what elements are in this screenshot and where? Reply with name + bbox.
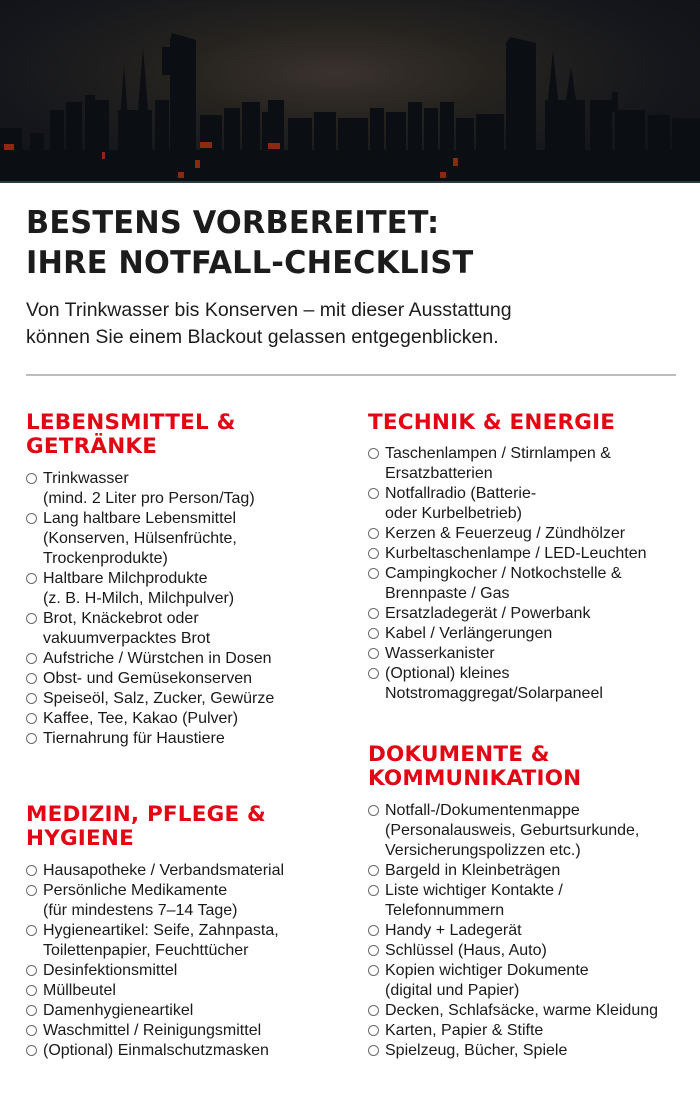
checklist-item-label: Obst- und Gemüsekonserven [43, 670, 252, 687]
page-title-line-2: IHRE NOTFALL-CHECKLIST [26, 245, 474, 281]
section-title [368, 743, 693, 791]
checklist-item[interactable] [26, 961, 346, 981]
checkbox-circle-icon[interactable] [368, 1025, 379, 1036]
checkbox-circle-icon[interactable] [368, 925, 379, 936]
checklist-item[interactable] [368, 484, 688, 524]
checklist-item-label: Taschenlampen / Stirnlampen & Ersatzbatterien [385, 445, 611, 482]
section-documents-communication [368, 743, 693, 1061]
checklist-item[interactable] [26, 609, 346, 649]
checkbox-circle-icon[interactable] [26, 985, 37, 996]
checkbox-circle-icon[interactable] [26, 513, 37, 524]
checklist-item-label: Desinfektionsmittel [43, 962, 178, 979]
checkbox-circle-icon[interactable] [26, 1045, 37, 1056]
checklist [368, 801, 693, 1061]
checklist-item[interactable] [26, 981, 346, 1001]
checkbox-circle-icon[interactable] [368, 488, 379, 499]
checklist-item-label: Notfallradio (Batterie- oder Kurbelbetrieb) [385, 485, 537, 522]
checklist-item[interactable] [26, 729, 346, 749]
checkbox-circle-icon[interactable] [26, 713, 37, 724]
checklist-item[interactable] [368, 861, 693, 881]
checklist-item[interactable] [368, 644, 688, 664]
checklist-item[interactable] [368, 524, 688, 544]
checklist [368, 444, 688, 704]
checkbox-circle-icon[interactable] [368, 885, 379, 896]
hero-skyline-image [0, 0, 700, 183]
section-title-line-1: MEDIZIN, PFLEGE & [26, 802, 266, 827]
section-title [26, 803, 346, 851]
checkbox-circle-icon[interactable] [368, 528, 379, 539]
checklist-item-label: Müllbeutel [43, 982, 116, 999]
checkbox-circle-icon[interactable] [368, 1045, 379, 1056]
checklist-item[interactable] [368, 961, 693, 1001]
checkbox-circle-icon[interactable] [368, 1005, 379, 1016]
checklist-item[interactable] [26, 649, 346, 669]
checklist [26, 861, 346, 1061]
checklist-item[interactable] [26, 881, 346, 921]
checklist-item-label: Speiseöl, Salz, Zucker, Gewürze [43, 690, 275, 707]
checkbox-circle-icon[interactable] [26, 925, 37, 936]
checklist-item-label: Handy + Ladegerät [385, 922, 522, 939]
checkbox-circle-icon[interactable] [26, 865, 37, 876]
checklist-item-label: Haltbare Milchprodukte (z. B. H-Milch, Milchpulver) [43, 570, 235, 607]
checklist-item[interactable] [368, 544, 688, 564]
page-title-line-1: BESTENS VORBEREITET: [26, 205, 440, 241]
subtitle-line-1: Von Trinkwasser bis Konserven – mit dieser Ausstattung [26, 299, 512, 321]
section-title-line-1: LEBENSMITTEL & [26, 410, 236, 435]
checklist-item[interactable] [368, 941, 693, 961]
checklist-item-label: Schlüssel (Haus, Auto) [385, 942, 547, 959]
checklist-item-label: Lang haltbare Lebensmittel (Konserven, Hülsenfrüchte, Trockenprodukte) [43, 510, 237, 567]
checklist-item-label: (Optional) kleines Notstromaggregat/Solarpaneel [385, 665, 603, 702]
checklist-item-label: Brot, Knäckebrot oder vakuumverpacktes Brot [43, 610, 211, 647]
checkbox-circle-icon[interactable] [368, 648, 379, 659]
checkbox-circle-icon[interactable] [368, 568, 379, 579]
checkbox-circle-icon[interactable] [368, 805, 379, 816]
checklist-item-label: Persönliche Medikamente (für mindestens 7–14 Tage) [43, 882, 238, 919]
checklist-item[interactable] [368, 624, 688, 644]
checklist-item-label: Ersatzladegerät / Powerbank [385, 605, 591, 622]
checkbox-circle-icon[interactable] [26, 653, 37, 664]
checklist-item[interactable] [368, 1041, 693, 1061]
checklist-item[interactable] [368, 801, 693, 861]
section-medicine-hygiene [26, 803, 346, 1061]
checklist-item[interactable] [368, 444, 688, 484]
section-food-drinks [26, 411, 346, 749]
checklist-item[interactable] [368, 1021, 693, 1041]
checkbox-circle-icon[interactable] [368, 865, 379, 876]
checkbox-circle-icon[interactable] [26, 1005, 37, 1016]
section-title [368, 411, 688, 435]
checklist-item-label: Karten, Papier & Stifte [385, 1022, 544, 1039]
checklist-item-label: Waschmittel / Reinigungsmittel [43, 1022, 262, 1039]
checklist-item[interactable] [368, 604, 688, 624]
section-tech-energy [368, 411, 688, 704]
section-title-line-2: KOMMUNIKATION [368, 766, 582, 791]
checklist-item-label: Kaffee, Tee, Kakao (Pulver) [43, 710, 239, 727]
section-title-line-2: HYGIENE [26, 826, 134, 851]
checklist-item[interactable] [26, 469, 346, 509]
checklist-item[interactable] [26, 1041, 346, 1061]
checklist-item-label: Damenhygieneartikel [43, 1002, 194, 1019]
hero-bottom-edge [0, 181, 700, 183]
checklist-item-label: Hausapotheke / Verbandsmaterial [43, 862, 285, 879]
checklist-item[interactable] [368, 664, 688, 704]
checkbox-circle-icon[interactable] [26, 613, 37, 624]
checklist-item[interactable] [26, 861, 346, 881]
section-title-line-2: GETRÄNKE [26, 434, 158, 459]
checklist-item[interactable] [26, 569, 346, 609]
checkbox-circle-icon[interactable] [368, 628, 379, 639]
checklist-item-label: Kabel / Verlängerungen [385, 625, 553, 642]
checkbox-circle-icon[interactable] [26, 573, 37, 584]
checklist-item[interactable] [26, 669, 346, 689]
checkbox-circle-icon[interactable] [26, 673, 37, 684]
checklist-item[interactable] [26, 1021, 346, 1041]
checkbox-circle-icon[interactable] [368, 668, 379, 679]
checklist-item-label: Trinkwasser (mind. 2 Liter pro Person/Tag) [43, 470, 255, 507]
checklist-item-label: Decken, Schlafsäcke, warme Kleidung [385, 1002, 659, 1019]
checkbox-circle-icon[interactable] [26, 965, 37, 976]
skyline-silhouette [0, 0, 700, 183]
page-title [26, 203, 661, 283]
checklist-item-label: Kerzen & Feuerzeug / Zündhölzer [385, 525, 626, 542]
checklist-item[interactable] [368, 881, 693, 921]
checklist-item-label: Liste wichtiger Kontakte / Telefonnummern [385, 882, 563, 919]
page-subtitle [26, 297, 674, 351]
checkbox-circle-icon[interactable] [26, 693, 37, 704]
section-title-line-1: DOKUMENTE & [368, 742, 550, 767]
intro [0, 203, 700, 376]
checklist-item-label: Kurbeltaschenlampe / LED-Leuchten [385, 545, 647, 562]
checklist-item[interactable] [26, 921, 346, 961]
checkbox-circle-icon[interactable] [26, 885, 37, 896]
checkbox-circle-icon[interactable] [368, 608, 379, 619]
section-title [26, 411, 346, 459]
checkbox-circle-icon[interactable] [368, 945, 379, 956]
checklist-item-label: Notfall-/Dokumentenmappe (Personalausweis, Geburtsurkunde, Versicherungspolizzen etc.) [385, 802, 640, 859]
checkbox-circle-icon[interactable] [368, 448, 379, 459]
checklist-item[interactable] [26, 509, 346, 569]
checklist [26, 469, 346, 749]
checkbox-circle-icon[interactable] [26, 1025, 37, 1036]
checkbox-circle-icon[interactable] [26, 733, 37, 744]
checklist-item-label: Aufstriche / Würstchen in Dosen [43, 650, 272, 667]
checklist-item[interactable] [26, 1001, 346, 1021]
section-divider [26, 374, 676, 376]
checklist-item[interactable] [368, 921, 693, 941]
checklist-item-label: Wasserkanister [385, 645, 495, 662]
checklist-item-label: (Optional) Einmalschutzmasken [43, 1042, 269, 1059]
checklist-item-label: Campingkocher / Notkochstelle & Brennpaste / Gas [385, 565, 622, 602]
checklist-item-label: Bargeld in Kleinbeträgen [385, 862, 561, 879]
checklist-item-label: Spielzeug, Bücher, Spiele [385, 1042, 568, 1059]
section-title-line-1: TECHNIK & ENERGIE [368, 410, 616, 435]
checklist-item-label: Kopien wichtiger Dokumente (digital und Papier) [385, 962, 589, 999]
checklist-item-label: Hygieneartikel: Seife, Zahnpasta, Toilettenpapier, Feuchttücher [43, 922, 279, 959]
subtitle-line-2: können Sie einem Blackout gelassen entgegenblicken. [26, 326, 499, 348]
checklist-item[interactable] [26, 709, 346, 729]
checkbox-circle-icon[interactable] [26, 473, 37, 484]
checklist-item[interactable] [368, 564, 688, 604]
checkbox-circle-icon[interactable] [368, 548, 379, 559]
checkbox-circle-icon[interactable] [368, 965, 379, 976]
checklist-item[interactable] [368, 1001, 693, 1021]
checklist-item[interactable] [26, 689, 346, 709]
checklist-item-label: Tiernahrung für Haustiere [43, 730, 225, 747]
